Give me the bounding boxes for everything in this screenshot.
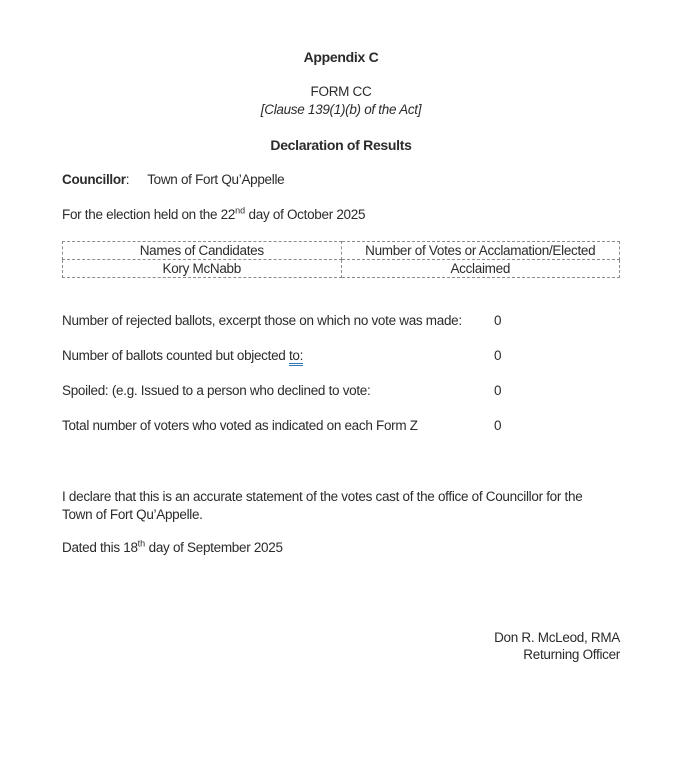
objected-ballots-value: 0 — [494, 348, 502, 363]
results-table — [62, 241, 620, 278]
returning-officer-title: Returning Officer — [523, 647, 620, 662]
document-title: Declaration of Results — [270, 137, 412, 153]
table-header-row — [63, 242, 620, 260]
municipality-name: Town of Fort Qu’Appelle — [147, 172, 285, 187]
rejected-ballots-line — [62, 314, 620, 328]
signature-block — [62, 629, 620, 663]
office-line — [62, 173, 620, 187]
office-label-colon: : — [125, 172, 130, 187]
spoiled-ballots-line — [62, 384, 620, 398]
spoiled-ballots-label: Spoiled: (e.g. Issued to a person who declined to vote: — [62, 383, 371, 398]
objected-ballots-label-prefix: Number of ballots counted but objected — [62, 348, 289, 363]
dated-suffix: day of September 2025 — [145, 540, 283, 555]
objected-ballots-label-underlined: to: — [289, 348, 303, 366]
column-header-candidates: Names of Candidates — [63, 242, 342, 260]
returning-officer-name: Don R. McLeod, RMA — [494, 630, 620, 645]
declaration-statement — [62, 488, 620, 523]
table-row — [63, 260, 620, 278]
form-title: FORM CC — [310, 84, 372, 99]
dated-ordinal: th — [137, 538, 146, 549]
total-voters-label: Total number of voters who voted as indicated on each Form Z — [62, 418, 418, 433]
appendix-title: Appendix C — [303, 49, 379, 65]
clause-reference: [Clause 139(1)(b) of the Act] — [260, 102, 422, 117]
election-date-ordinal: nd — [235, 205, 246, 216]
total-voters-value: 0 — [494, 418, 502, 433]
candidate-name-cell: Kory McNabb — [63, 260, 342, 278]
declaration-statement-line2: Town of Fort Qu’Appelle. — [62, 506, 203, 522]
dated-prefix: Dated this 18 — [62, 540, 138, 555]
objected-ballots-label — [62, 348, 303, 366]
office-label: Councillor — [62, 172, 126, 187]
dated-line — [62, 538, 620, 555]
rejected-ballots-label: Number of rejected ballots, excerpt those on which no vote was made: — [62, 313, 462, 328]
rejected-ballots-value: 0 — [494, 313, 502, 328]
column-header-votes: Number of Votes or Acclamation/Elected — [341, 242, 620, 260]
declaration-statement-line1: I declare that this is an accurate statement of the votes cast of the office of Councillor for the — [62, 489, 583, 504]
election-date-line — [62, 205, 620, 222]
objected-ballots-line — [62, 349, 620, 363]
candidate-result-cell: Acclaimed — [341, 260, 620, 278]
total-voters-line — [62, 419, 620, 433]
election-date-prefix: For the election held on the 22 — [62, 207, 236, 222]
election-date-suffix: day of October 2025 — [245, 207, 366, 222]
spoiled-ballots-value: 0 — [494, 383, 502, 398]
